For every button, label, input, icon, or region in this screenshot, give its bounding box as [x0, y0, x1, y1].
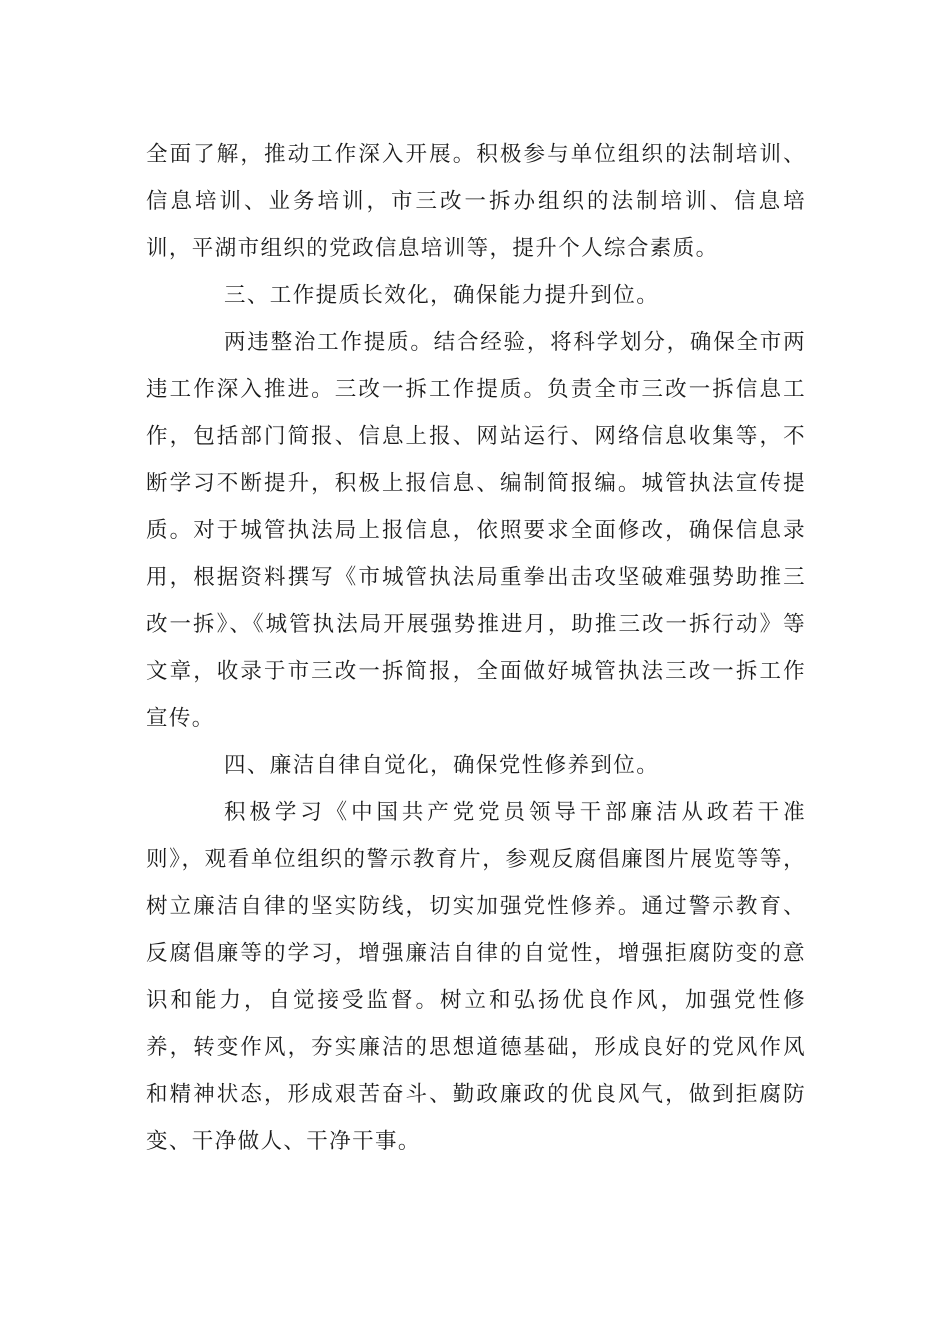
- document-body: [146, 131, 806, 1165]
- section-heading-four: 四、廉洁自律自觉化，确保党性修养到位。: [224, 753, 660, 778]
- paragraph-section-four: 积极学习《中国共产党党员领导干部廉洁从政若干准则》，观看单位组织的警示教育片，参观反腐倡廉图片展览等等，树立廉洁自律的坚实防线，切实加强党性修养。通过警示教育、反腐倡廉等的学习，增强廉洁自律的自觉性，增强拒腐防变的意识和能力，自觉接受监督。树立和弘扬优良作风，加强党性修养，转变作风，夯实廉洁的思想道德基础，形成良好的党风作风和精神状态，形成艰苦奋斗、勤政廉政的优良风气，做到拒腐防变、干净做人、干净干事。: [146, 800, 806, 1154]
- paragraph-section-three: 两违整治工作提质。结合经验，将科学划分，确保全市两违工作深入推进。三改一拆工作提质。负责全市三改一拆信息工作，包括部门简报、信息上报、网站运行、网络信息收集等，不断学习不断提升，积极上报信息、编制简报编。城管执法宣传提质。对于城管执法局上报信息，依照要求全面修改，确保信息录用，根据资料撰写《市城管执法局重拳出击攻坚破难强势助推三改一拆》、《城管执法局开展强势推进月，助推三改一拆行动》等文章，收录于市三改一拆简报，全面做好城管执法三改一拆工作宣传。: [146, 330, 806, 731]
- section-heading-three: 三、工作提质长效化，确保能力提升到位。: [224, 283, 660, 308]
- paragraph-continuation: 全面了解，推动工作深入开展。积极参与单位组织的法制培训、信息培训、业务培训，市三改一拆办组织的法制培训、信息培训，平湖市组织的党政信息培训等，提升个人综合素质。: [146, 142, 806, 261]
